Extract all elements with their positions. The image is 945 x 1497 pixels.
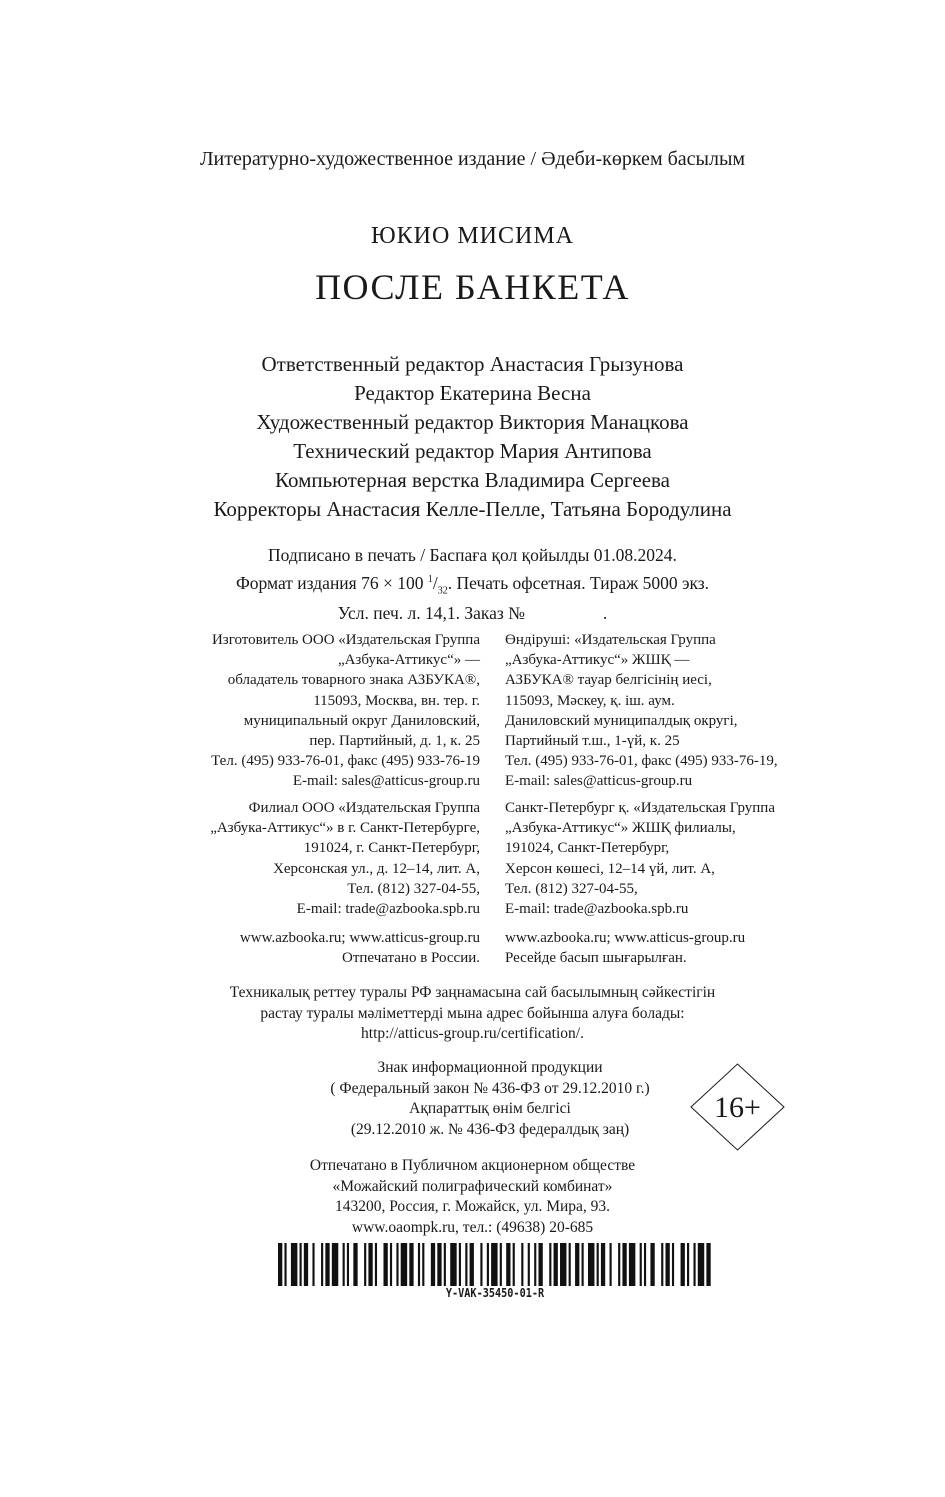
info-sign-line: (29.12.2010 ж. № 436-ФЗ федералдық заң) [350,1120,630,1138]
printer-contact: www.oaompk.ru, тел.: (49638) 20-685 [351,1218,594,1236]
branch-ru-line: 191024, г. Санкт-Петербург, [303,840,480,857]
barcode-bar [618,1243,620,1286]
print-info [0,544,945,626]
branch-kz-email[interactable]: E-mail: trade@azbooka.spb.ru [505,901,689,918]
branch-kz-line: „Азбука-Аттикус“» ЖШҚ филиалы, [505,820,736,837]
barcode-bar [554,1243,558,1286]
branch-kz-line: Санкт-Петербург қ. «Издательская Группа [505,800,775,816]
branch-kz-line: Тел. (812) 327-04-55, [505,880,638,897]
web-kz-links[interactable]: www.azbooka.ru; www.atticus-group.ru [505,930,746,946]
credit-line: Корректоры Анастасия Келле-Пелле, Татьяна Бородулина [213,497,732,521]
credit-line: Технический редактор Мария Антипова [293,439,652,463]
barcode-bar [538,1243,542,1286]
manufacturer-kz-line: Партийный т.ш., 1-үй, к. 25 [505,733,680,750]
barcode-bar [687,1243,689,1286]
book-title: ПОСЛЕ БАНКЕТА [315,267,630,307]
manufacturer-kz-email[interactable]: E-mail: sales@atticus-group.ru [505,773,693,790]
barcode-bar [491,1243,497,1286]
credit-line: Компьютерная верстка Владимира Сергеева [275,468,670,492]
barcode-bar [560,1243,566,1286]
printer-line: «Можайский полиграфический комбинат» [332,1177,613,1195]
branch-ru-line: Херсонская ул., д. 12–14, лит. А, [273,860,480,877]
barcode-bar [291,1243,297,1286]
sheets-text: Усл. печ. л. 14,1. Заказ № [337,603,525,624]
branch-ru-line: Филиал ООО «Издательская Группа [248,800,480,816]
credits-block [0,350,945,524]
format-denominator: 32 [437,584,448,596]
barcode-bar [500,1243,502,1286]
author-name: ЮКИО МИСИМА [370,223,575,249]
web-ru-links[interactable]: www.azbooka.ru; www.atticus-group.ru [239,930,480,946]
barcode-bar [300,1243,302,1286]
branch-ru-line: Тел. (812) 327-04-55, [347,880,480,897]
barcode-bar [601,1243,605,1286]
barcode-label: Y-VAK-35450-01-R [445,1286,545,1300]
printer-line: 143200, Россия, г. Можайск, ул. Мира, 93. [334,1198,611,1215]
barcode-bar [549,1243,551,1286]
barcode-bar [375,1243,377,1286]
manufacturer-ru-line: 115093, Москва, вн. тер. г. [313,692,480,709]
barcode-bar [575,1243,579,1286]
barcode-bar [444,1243,446,1286]
barcode-bar [325,1243,329,1286]
barcode-bar [347,1243,349,1286]
barcode-bar [622,1243,626,1286]
barcode-bar [409,1243,413,1286]
barcode-bar [582,1243,584,1286]
barcode-bar [364,1243,366,1286]
manufacturer-ru-line: муниципальный округ Даниловский, [243,712,480,729]
web-ru [240,928,480,968]
tech-line: Техникалық реттеу туралы РФ заңнамасына сай басылымның сәйкестігін [229,984,716,1001]
barcode-bar [304,1243,308,1286]
barcode-bar [487,1243,489,1286]
barcode-bar [665,1243,669,1286]
credit-line: Художественный редактор Виктория Манацкова [256,410,689,434]
barcode-bar [321,1243,323,1286]
barcode-bar [353,1243,357,1286]
barcode-bar [422,1243,424,1286]
barcode-bar [706,1243,710,1286]
barcode-bar [698,1243,704,1286]
barcode-bar [368,1243,372,1286]
barcode-bar [465,1243,467,1286]
barcode-bar [390,1243,392,1286]
barcode-bar [506,1243,510,1286]
manufacturer-kz-line: „Азбука-Аттикус“» ЖШҚ — [505,652,690,669]
barcode-bar [629,1243,635,1286]
barcode-bar [672,1243,674,1286]
format-numerator: 1 [427,573,433,585]
barcode-bar [450,1243,456,1286]
credit-line: Редактор Екатерина Весна [354,381,591,405]
certification-link[interactable]: http://atticus-group.ru/certification/. [361,1025,584,1042]
signed-date: Подписано в печать / Баспаға қол қойылды 01.08.2024. [268,545,677,565]
barcode-icon [278,1243,715,1286]
barcode-bar [650,1243,654,1286]
barcode-bar [610,1243,612,1286]
branch-ru-line: „Азбука-Аттикус“» в г. Санкт-Петербурге, [210,820,480,837]
barcode-bar [521,1243,523,1286]
manufacturer-kz-line: Өндіруші: «Издательская Группа [505,632,716,648]
barcode-bar [597,1243,599,1286]
barcode-bar [418,1243,420,1286]
manufacturer-ru-line: пер. Партийный, д. 1, к. 25 [309,733,480,750]
barcode-bar [312,1243,314,1286]
barcode-bar [396,1243,398,1286]
manufacturer-kz [505,630,778,792]
info-sign [280,1058,700,1140]
barcode-bar [640,1243,642,1286]
barcode-bar [480,1243,482,1286]
barcode-bar [513,1243,515,1286]
barcode-bar [284,1243,286,1286]
format-prefix: Формат издания 76 × 100 [235,572,424,593]
printed-in-russia: Отпечатано в России. [342,950,480,967]
info-sign-line: Ақпараттық өнім белгісі [409,1100,571,1117]
format-line: Формат издания 76 × 100 $^1/_{32}$. Печать офсетная. Тираж 5000 экз. [235,572,710,596]
manufacturer-ru-email[interactable]: E-mail: sales@atticus-group.ru [292,773,480,790]
manufacturer-ru-line: Изготовитель ООО «Издательская Группа [211,632,480,648]
credit-line: Ответственный редактор Анастасия Грызунова [261,352,684,376]
barcode-bar [569,1243,571,1286]
barcode-bar [437,1243,441,1286]
branch-kz [505,798,775,919]
format-suffix: . Печать офсетная. Тираж 5000 экз. [447,572,710,593]
barcode-bar [470,1243,474,1286]
barcode-bar [681,1243,685,1286]
barcode-bar [459,1243,461,1286]
manufacturer-kz-line: АЗБУКА® тауар белгісінің иесі, [505,672,712,689]
printer-info [0,1156,945,1238]
info-sign-line: Знак информационной продукции [377,1059,603,1076]
barcode-bar [661,1243,663,1286]
barcode-bar [693,1243,695,1286]
barcode-bar [644,1243,646,1286]
branch-ru [210,798,480,919]
barcode-bar [401,1243,407,1286]
manufacturer-ru [211,630,480,792]
manufacturer-kz-line: Тел. (495) 933-76-01, факс (495) 933-76-19, [505,753,778,770]
age-rating: 16+ [714,1091,761,1124]
manufacturer-kz-line: 115093, Мәскеу, қ. іш. аум. [505,692,675,709]
tech-regulation [0,983,945,1045]
barcode-bar [332,1243,338,1286]
manufacturer-kz-line: Даниловский муниципалдық округі, [505,712,738,729]
barcode-bar [343,1243,345,1286]
barcode-bar [588,1243,594,1286]
manufacturer-ru-line: Тел. (495) 933-76-01, факс (495) 933-76-19 [211,753,480,770]
barcode-bar [534,1243,536,1286]
branch-kz-line: 191024, Санкт-Петербург, [505,840,670,857]
edition-type: Литературно-художественное издание / Әдеби-көркем басылым [199,148,746,170]
manufacturer-ru-line: „Азбука-Аттикус“» — [337,652,480,669]
barcode-bar [431,1243,435,1286]
branch-kz-line: Херсон көшесі, 12–14 үй, лит. А, [505,860,715,877]
sheets-end: . [602,603,608,624]
printed-in-russia-kz: Ресейде басып шығарылған. [505,950,687,967]
barcode-bar [528,1243,530,1286]
barcode-bar [278,1243,282,1286]
sheets-line [0,602,945,626]
branch-ru-email[interactable]: E-mail: trade@azbooka.spb.ru [296,901,480,918]
printer-line: Отпечатано в Публичном акционерном обществе [309,1157,636,1174]
tech-line: растау туралы мәліметтерді мына адрес бойынша алуға болады: [260,1004,685,1022]
manufacturer-ru-line: обладатель товарного знака АЗБУКА®, [227,672,480,689]
info-sign-line: ( Федеральный закон № 436-ФЗ от 29.12.2010 г.) [330,1079,650,1097]
barcode-bar [383,1243,387,1286]
web-kz [505,928,745,968]
